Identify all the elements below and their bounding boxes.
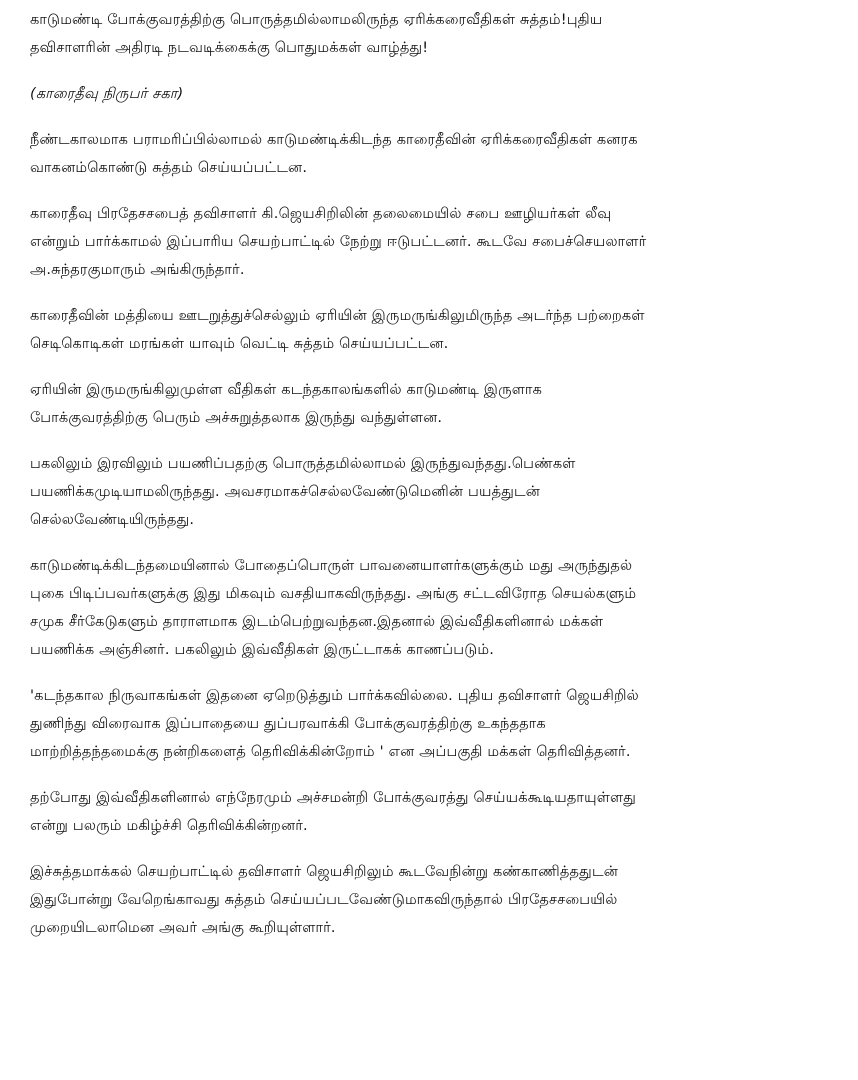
paragraph-line: துணிந்து விரைவாக இப்பாதையை துப்பரவாக்கி போக்குவரத்திற்கு உகந்ததாக (30, 716, 546, 732)
paragraph-line: செல்லவேண்டியிருந்தது. (30, 512, 195, 528)
article-byline (30, 80, 838, 108)
paragraph-line: பயணிக்கமுடியாமலிருந்தது. அவசரமாகச்செல்லவேண்டுமெனின் பயத்துடன் (30, 484, 541, 500)
headline-line: தவிசாளரின் அதிரடி நடவடிக்கைக்கு பொதுமக்கள் வாழ்த்து! (30, 40, 429, 56)
paragraph (30, 376, 838, 432)
paragraph-line: மாற்றித்தந்தமைக்கு நன்றிகளைத் தெரிவிக்கின்றோம் ' என அப்பகுதி மக்கள் தெரிவித்தனர். (30, 744, 631, 760)
paragraph-line: பகலிலும் இரவிலும் பயணிப்பதற்கு பொருத்தமில்லாமல் இருந்துவந்தது.பெண்கள் (30, 456, 576, 472)
paragraph-line: இச்சுத்தமாக்கல் செயற்பாட்டில் தவிசாளர் ஜெயசிறிலும் கூடவேநின்று கண்காணித்ததுடன் (30, 864, 618, 880)
paragraph-line: போக்குவரத்திற்கு பெரும் அச்சுறுத்தலாக இருந்து வந்துள்ளன. (30, 410, 443, 426)
paragraph-line: என்றும் பார்க்காமல் இப்பாரிய செயற்பாட்டில் நேற்று ஈடுபட்டனர். கூடவே சபைச்செயலாளர் (30, 234, 647, 250)
paragraph (30, 682, 838, 766)
article-headline (30, 6, 838, 62)
paragraph-line: பயணிக்க அஞ்சினர். பகலிலும் இவ்வீதிகள் இருட்டாகக் காணப்படும். (30, 642, 495, 658)
paragraph-line: 'கடந்தகால நிருவாகங்கள் இதனை ஏறெடுத்தும் பார்க்கவில்லை. புதிய தவிசாளர் ஜெயசிறில் (30, 688, 639, 704)
article-body (30, 6, 838, 942)
paragraph-line: இதுபோன்று வேறெங்காவது சுத்தம் செய்யப்படவேண்டுமாகவிருந்தால் பிரதேசசபையில் (30, 892, 618, 908)
headline-line: காடுமண்டி போக்குவரத்திற்கு பொருத்தமில்லாமலிருந்த ஏரிக்கரைவீதிகள் சுத்தம்!புதிய (30, 12, 603, 28)
paragraph (30, 126, 838, 182)
paragraph (30, 450, 838, 534)
paragraph-line: காரைதீவின் மத்தியை ஊடறுத்துச்செல்லும் ஏரியின் இருமருங்கிலுமிருந்த அடர்ந்த பற்றைகள் (30, 308, 645, 324)
byline-text: (காரைதீவு நிருபர் சகா) (30, 86, 184, 102)
paragraph-line: வாகனம்கொண்டு சுத்தம் செய்யப்பட்டன. (30, 160, 308, 176)
paragraph-line: காடுமண்டிக்கிடந்தமையினால் போதைப்பொருள் பாவனையாளர்களுக்கும் மது அருந்துதல் (30, 558, 633, 574)
paragraph (30, 552, 838, 664)
paragraph (30, 858, 838, 942)
paragraph-line: என்று பலரும் மகிழ்ச்சி தெரிவிக்கின்றனர். (30, 818, 308, 834)
paragraph-line: நீண்டகாலமாக பராமரிப்பில்லாமல் காடுமண்டிக்கிடந்த காரைதீவின் ஏரிக்கரைவீதிகள் கனரக (30, 132, 638, 148)
paragraph-line: தற்போது இவ்வீதிகளினால் எந்நேரமும் அச்சமன்றி போக்குவரத்து செய்யக்கூடியதாயுள்ளது (30, 790, 637, 806)
paragraph-line: செடிகொடிகள் மரங்கள் யாவும் வெட்டி சுத்தம் செய்யப்பட்டன. (30, 336, 449, 352)
paragraph (30, 302, 838, 358)
paragraph (30, 200, 838, 284)
paragraph (30, 784, 838, 840)
paragraph-line: முறையிடலாமென அவர் அங்கு கூறியுள்ளார். (30, 920, 336, 936)
paragraph-line: ஏரியின் இருமருங்கிலுமுள்ள வீதிகள் கடந்தகாலங்களில் காடுமண்டி இருளாக (30, 382, 543, 398)
paragraph-line: அ.சுந்தரகுமாரும் அங்கிருந்தார். (30, 262, 245, 278)
paragraph-line: காரைதீவு பிரதேசசபைத் தவிசாளர் கி.ஜெயசிறிலின் தலைமையில் சபை ஊழியர்கள் லீவு (30, 206, 612, 222)
paragraph-line: சமுக சீர்கேடுகளும் தாராளமாக இடம்பெற்றுவந்தன.இதனால் இவ்வீதிகளினால் மக்கள் (30, 614, 604, 630)
paragraph-line: புகை பிடிப்பவர்களுக்கு இது மிகவும் வசதியாகவிருந்தது. அங்கு சட்டவிரோத செயல்களும் (30, 586, 637, 602)
